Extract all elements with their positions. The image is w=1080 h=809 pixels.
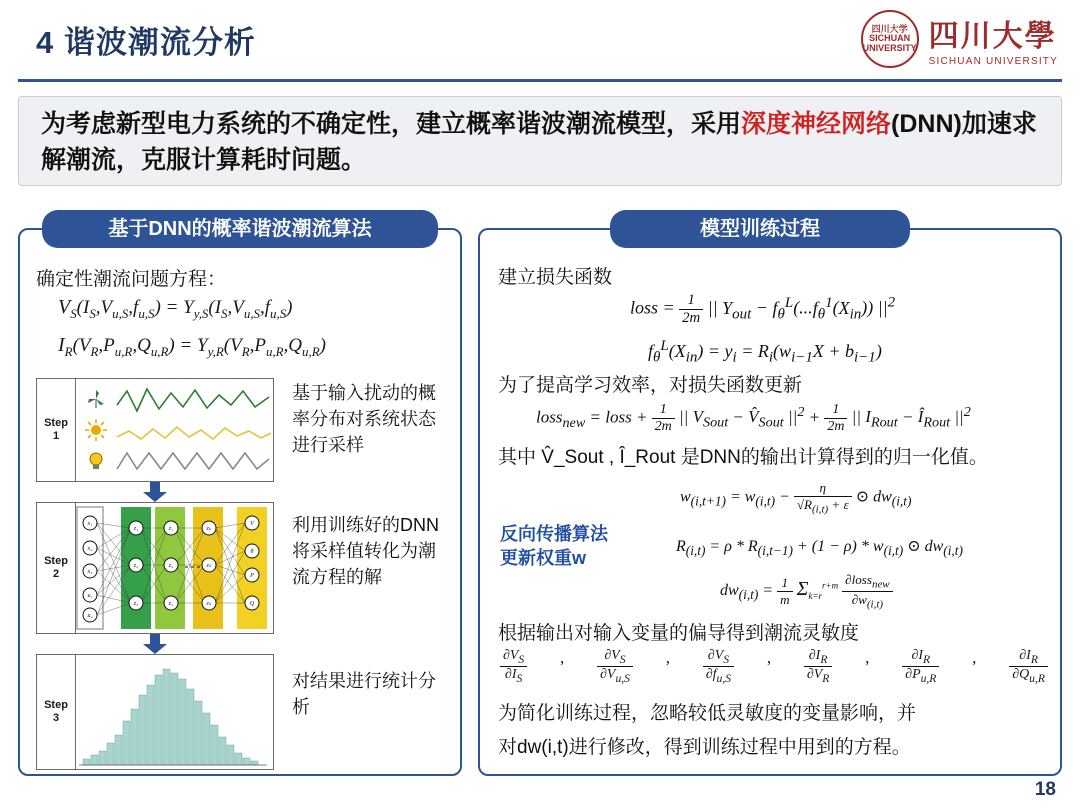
slide-header	[0, 0, 1080, 82]
wind-turbine-icon	[84, 387, 108, 411]
svg-text:z₁: z₁	[168, 526, 174, 532]
sensitivity-1: $\frac{\partial V_S}{\partial I_S}$	[500, 648, 527, 685]
banner-highlight: 深度神经网络	[741, 110, 892, 138]
sensitivity-4: $\frac{\partial I_R}{\partial V_R}$	[804, 648, 833, 685]
left-panel	[18, 218, 462, 776]
bulb-icon	[84, 449, 108, 473]
seal-line-en1: SICHUAN	[869, 33, 911, 44]
seal-line-en2: UNIVERSITY	[862, 42, 917, 53]
equation-f-theta: $f_\theta^L(X_{in}) = y_i = R_i(w_{i-1}X + b_{i-1})$	[648, 338, 882, 366]
svg-text:zₖ: zₖ	[206, 526, 212, 532]
equation-vs: $V_S(I_S,V_{u,S},f_{u,S}) = Y_{y,S}(I_S,V_{u,S},f_{u,S})$	[58, 296, 293, 321]
header-divider	[18, 79, 1062, 82]
sensitivity-line: 根据输出对输入变量的偏导得到潮流灵敏度	[498, 623, 860, 644]
step-3-body	[75, 655, 273, 769]
equation-weight-update: $w_{(i,t+1)} = w_{(i,t)}$ − $\frac{\eta}{√R_{(i,t)} + \varepsilon}$ ⊙ $dw_{(i,t)}$	[680, 480, 912, 516]
loss-heading: 建立损失函数	[498, 267, 613, 288]
left-panel-heading: 确定性潮流问题方程：	[36, 269, 227, 290]
summary-banner	[18, 96, 1062, 186]
svg-text:zₖ: zₖ	[206, 601, 212, 607]
left-panel-title: 基于DNN的概率谐波潮流算法	[42, 210, 438, 248]
svg-text:P: P	[250, 573, 254, 579]
normalized-note: 其中 V̂_Sout , Î_Rout 是DNN的输出计算得到的归一化值。	[498, 447, 988, 468]
svg-text:z₃: z₃	[168, 601, 174, 607]
step-1-figure	[36, 378, 274, 482]
sensitivity-5: $\frac{\partial I_R}{\partial P_{u,R}}$	[902, 648, 939, 685]
final-line-1: 为简化训练过程，忽略较低灵敏度的变量影响，并	[498, 703, 917, 724]
step-1-icon-column	[79, 383, 113, 477]
equation-rms: $R_{(i,t)} = \rho * R_{(i,t-1)} + (1 - \rho) * w_{(i,t)}$ ⊙ $dw_{(i,t)}$	[676, 538, 963, 559]
step-1-body	[75, 379, 273, 481]
sun-icon	[84, 418, 108, 442]
logo-name-cn: 四川大學	[928, 20, 1057, 53]
equation-ir: $I_R(V_R,P_{u,R},Q_{u,R}) = Y_{y,R}(V_R,P_{u,R},Q_{u,R})$	[58, 334, 326, 359]
university-seal-icon	[861, 10, 919, 68]
logo-wordmark	[929, 11, 1058, 67]
svg-text:x₁: x₁	[87, 521, 93, 527]
svg-text:z₁: z₁	[133, 526, 139, 532]
efficiency-line: 为了提高学习效率，对损失函数更新	[498, 375, 803, 396]
right-panel	[478, 218, 1062, 776]
step-1-sample-curves	[115, 381, 269, 479]
svg-text:x₂: x₂	[87, 546, 93, 552]
step-3-caption: 对结果进行统计分析	[292, 671, 436, 718]
svg-text:u₁: u₁	[87, 593, 93, 599]
equation-loss-new: loss$_{new}$ = loss + $\frac{1}{2m}$ || $V_{Sout}$ − $V̂_{Sout}$ $||^2$ + $\frac{1}{2m}$ || $I_{Rout}$ − $Î_{Rout}$ $||^2$	[536, 402, 971, 434]
svg-text:u₂: u₂	[87, 613, 93, 619]
svg-text:x₃: x₃	[87, 569, 93, 575]
svg-text:z₂: z₂	[133, 563, 139, 569]
step-1-label: Step 1	[37, 379, 76, 481]
step-2-figure	[36, 502, 274, 634]
equation-loss: loss = $\frac{1}{2m}$ || $Y_{out} - f_\theta^L(...f_\theta^1(X_{in}))$ $||^2$	[630, 292, 896, 326]
banner-text-part2: (DNN)加速求解潮流，克服计算耗时问题。	[41, 110, 1037, 174]
equation-gradient: $dw_{(i,t)}$ = $\frac{1}{m}$ $\Sigma_{k=r}^{r+m}$ $\frac{\partial loss_{new}}{\partial w_{(i,t)}}$	[720, 572, 893, 610]
svg-text:θ: θ	[250, 549, 254, 555]
svg-text:V: V	[250, 521, 254, 527]
step-3-figure	[36, 654, 274, 770]
right-panel-title: 模型训练过程	[610, 210, 910, 248]
university-logo	[861, 10, 1058, 68]
svg-text:Q: Q	[249, 601, 255, 607]
step-3-label: Step 3	[37, 655, 76, 769]
step-2-caption: 利用训练好的DNN将采样值转化为潮流方程的解	[292, 515, 439, 588]
down-arrow-2-icon	[142, 634, 168, 654]
page-number: 18	[1034, 779, 1056, 800]
sensitivity-2: $\frac{\partial V_S}{\partial V_{u,S}}$	[597, 648, 633, 685]
banner-text-part1: 为考虑新型电力系统的不确定性，建立概率谐波潮流模型，采用	[41, 110, 742, 138]
sensitivity-6: $\frac{\partial I_R}{\partial Q_{u,R}}$	[1009, 648, 1048, 685]
sensitivity-row: $\frac{\partial V_S}{\partial I_S}$ , $\frac{\partial V_S}{\partial V_{u,S}}$ , $\frac{\partial V_S}{\partial f_{u,S}}$ , $\frac{\partial I_R}{\partial V_R}$ , $\frac{\partial I_R}{\partial P_{u,R}}$ , $\frac{\partial I_R}{\partial Q_{u,R}}$	[500, 648, 1048, 685]
svg-text:z₃: z₃	[133, 601, 139, 607]
page-title: 4 谐波潮流分析	[36, 25, 256, 60]
step-2-body	[75, 503, 273, 633]
svg-text:z₂: z₂	[168, 563, 174, 569]
svg-text:zₖ: zₖ	[206, 563, 212, 569]
sensitivity-3: $\frac{\partial V_S}{\partial f_{u,S}}$	[703, 648, 734, 685]
backprop-label: 反向传播算法 更新权重w	[500, 524, 608, 569]
final-line-2: 对dw(i,t)进行修改，得到训练过程中用到的方程。	[498, 737, 911, 758]
step-2-label: Step 2	[37, 503, 76, 633]
seal-line-cn: 四川大学	[871, 23, 908, 34]
logo-name-en: SICHUAN UNIVERSITY	[928, 56, 1058, 67]
histogram-chart	[75, 655, 273, 769]
step-1-caption: 基于输入扰动的概率分布对系统状态进行采样	[292, 383, 436, 456]
dnn-diagram	[75, 503, 273, 633]
down-arrow-1-icon	[142, 482, 168, 502]
